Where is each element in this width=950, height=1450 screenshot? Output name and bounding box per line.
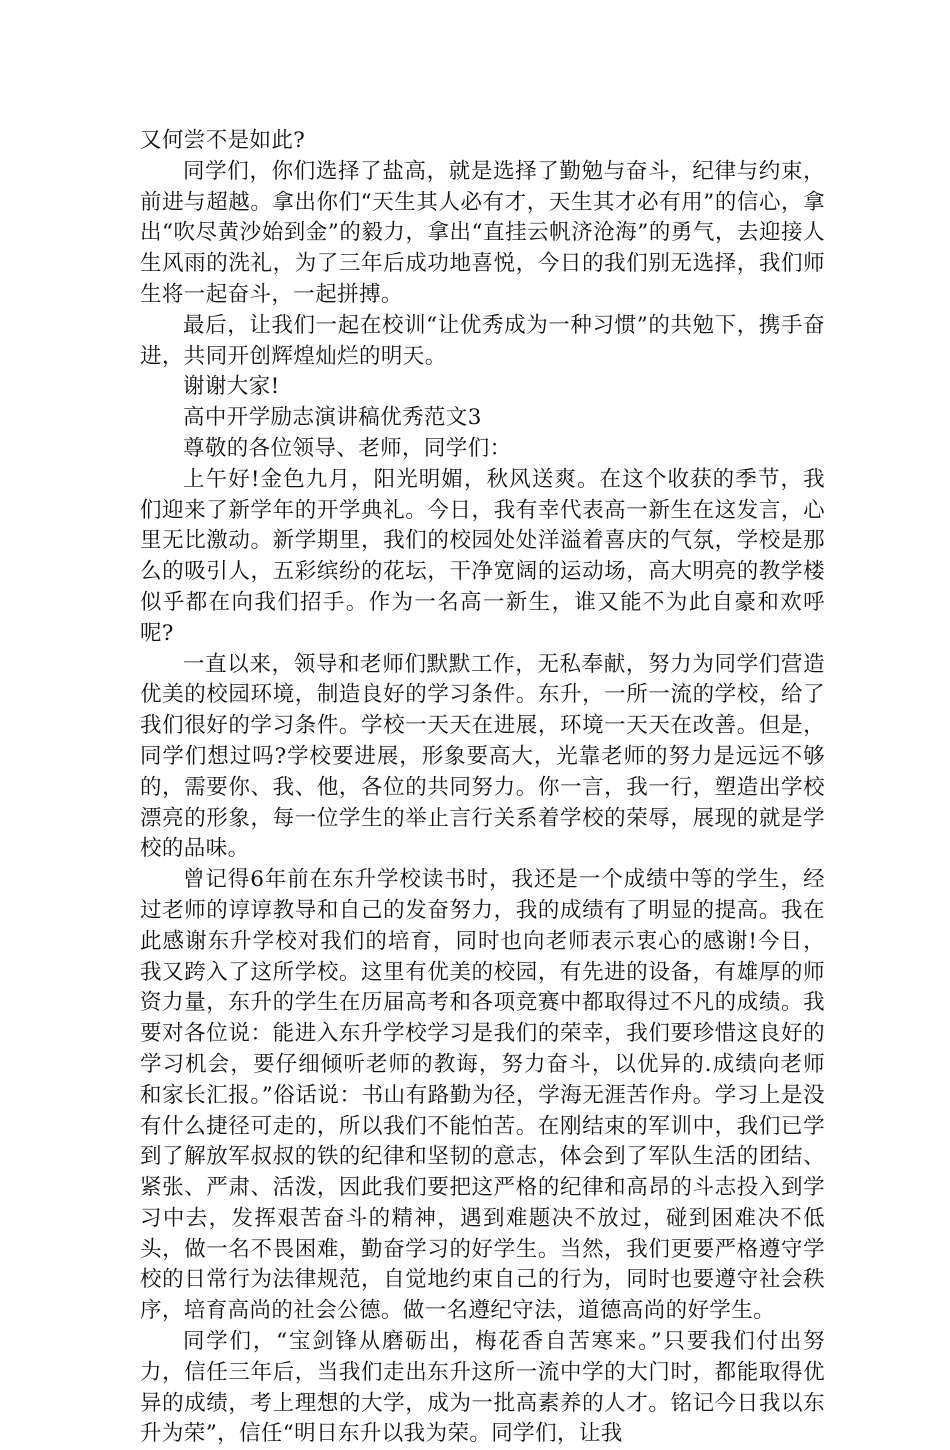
salutation: 尊敬的各位领导、老师，同学们： [183,435,512,461]
document-body [140,126,825,1450]
paragraph-1: 又何尝不是如此? [140,128,306,153]
paragraph-3: 最后，让我们一起在校训“让优秀成为一种习惯”的共勉下，携手奋进，共同开创辉煌灿烂的明天。 [140,312,825,369]
section-title: 高中开学励志演讲稿优秀范文3 [183,405,482,431]
paragraph-10: 同学们，“宝剑锋从磨砺出，梅花香自苦寒来。”只要我们付出努力，信任三年后，当我们走出东升这所一流中学的大门时，都能取得优异的成绩，考上理想的大学，成为一批高素养的人才。铭记今日我以东升为荣”，信任“明日东升以我为荣。同学们，让我 [140,1329,825,1447]
paragraph-8: 一直以来，领导和老师们默默工作，无私奉献，努力为同学们营造优美的校园环境，制造良好的学习条件。东升，一所一流的学校，给了我们很好的学习条件。学校一天天在进展，环境一天天在改善。但是，同学们想过吗?学校要进展，形象要高大，光靠老师的努力是远远不够的，需要你、我、他，各位的共同努力。你一言，我一行，塑造出学校漂亮的形象，每一位学生的举止言行关系着学校的荣辱，展现的就是学校的品味。 [140,651,825,862]
paragraph-2: 同学们，你们选择了盐高，就是选择了勤勉与奋斗，纪律与约束，前进与超越。拿出你们“天生其人必有才，天生其才必有用”的信心，拿出“吹尽黄沙始到金”的毅力，拿出“直挂云帆济沧海”的勇气，去迎接人生风雨的洗礼，为了三年后成功地喜悦，今日的我们别无选择，我们师生将一起奋斗，一起拼搏。 [140,158,825,307]
paragraph-4: 谢谢大家! [183,374,280,400]
paragraph-9: 曾记得6年前在东升学校读书时，我还是一个成绩中等的学生，经过老师的谆谆教导和自己的发奋努力，我的成绩有了明显的提高。我在此感谢东升学校对我们的培育，同时也向老师表示衷心的感谢!今日，我又跨入了这所学校。这里有优美的校园，有先进的设备，有雄厚的师资力量，东升的学生在历届高考和各项竞赛中都取得过不凡的成绩。我要对各位说：能进入东升学校学习是我们的荣幸，我们要珍惜这良好的学习机会，要仔细倾听老师的教诲，努力奋斗，以优异的.成绩向老师和家长汇报。”俗话说：书山有路勤为径，学海无涯苦作舟。学习上是没有什么捷径可走的，所以我们不能怕苦。在刚结束的军训中，我们已学到了解放军叔叔的铁的纪律和坚韧的意志，体会到了军队生活的团结、紧张、严肃、活泼，因此我们要把这严格的纪律和高昂的斗志投入到学习中去，发挥艰苦奋斗的精神，遇到难题决不放过，碰到困难决不低头，做一名不畏困难，勤奋学习的好学生。当然，我们更要严格遵守学校的日常行为法律规范，自觉地约束自己的行为，同时也要遵守社会秩序，培育高尚的社会公德。做一名遵纪守法，道德高尚的好学生。 [140,867,825,1324]
paragraph-7: 上午好!金色九月，阳光明媚，秋风送爽。在这个收获的季节，我们迎来了新学年的开学典礼。今日，我有幸代表高一新生在这发言，心里无比激动。新学期里，我们的校园处处洋溢着喜庆的气氛，学校是那么的吸引人，五彩缤纷的花坛，干净宽阔的运动场，高大明亮的教学楼似乎都在向我们招手。作为一名高一新生，谁又能不为此自豪和欢呼呢? [140,466,825,646]
